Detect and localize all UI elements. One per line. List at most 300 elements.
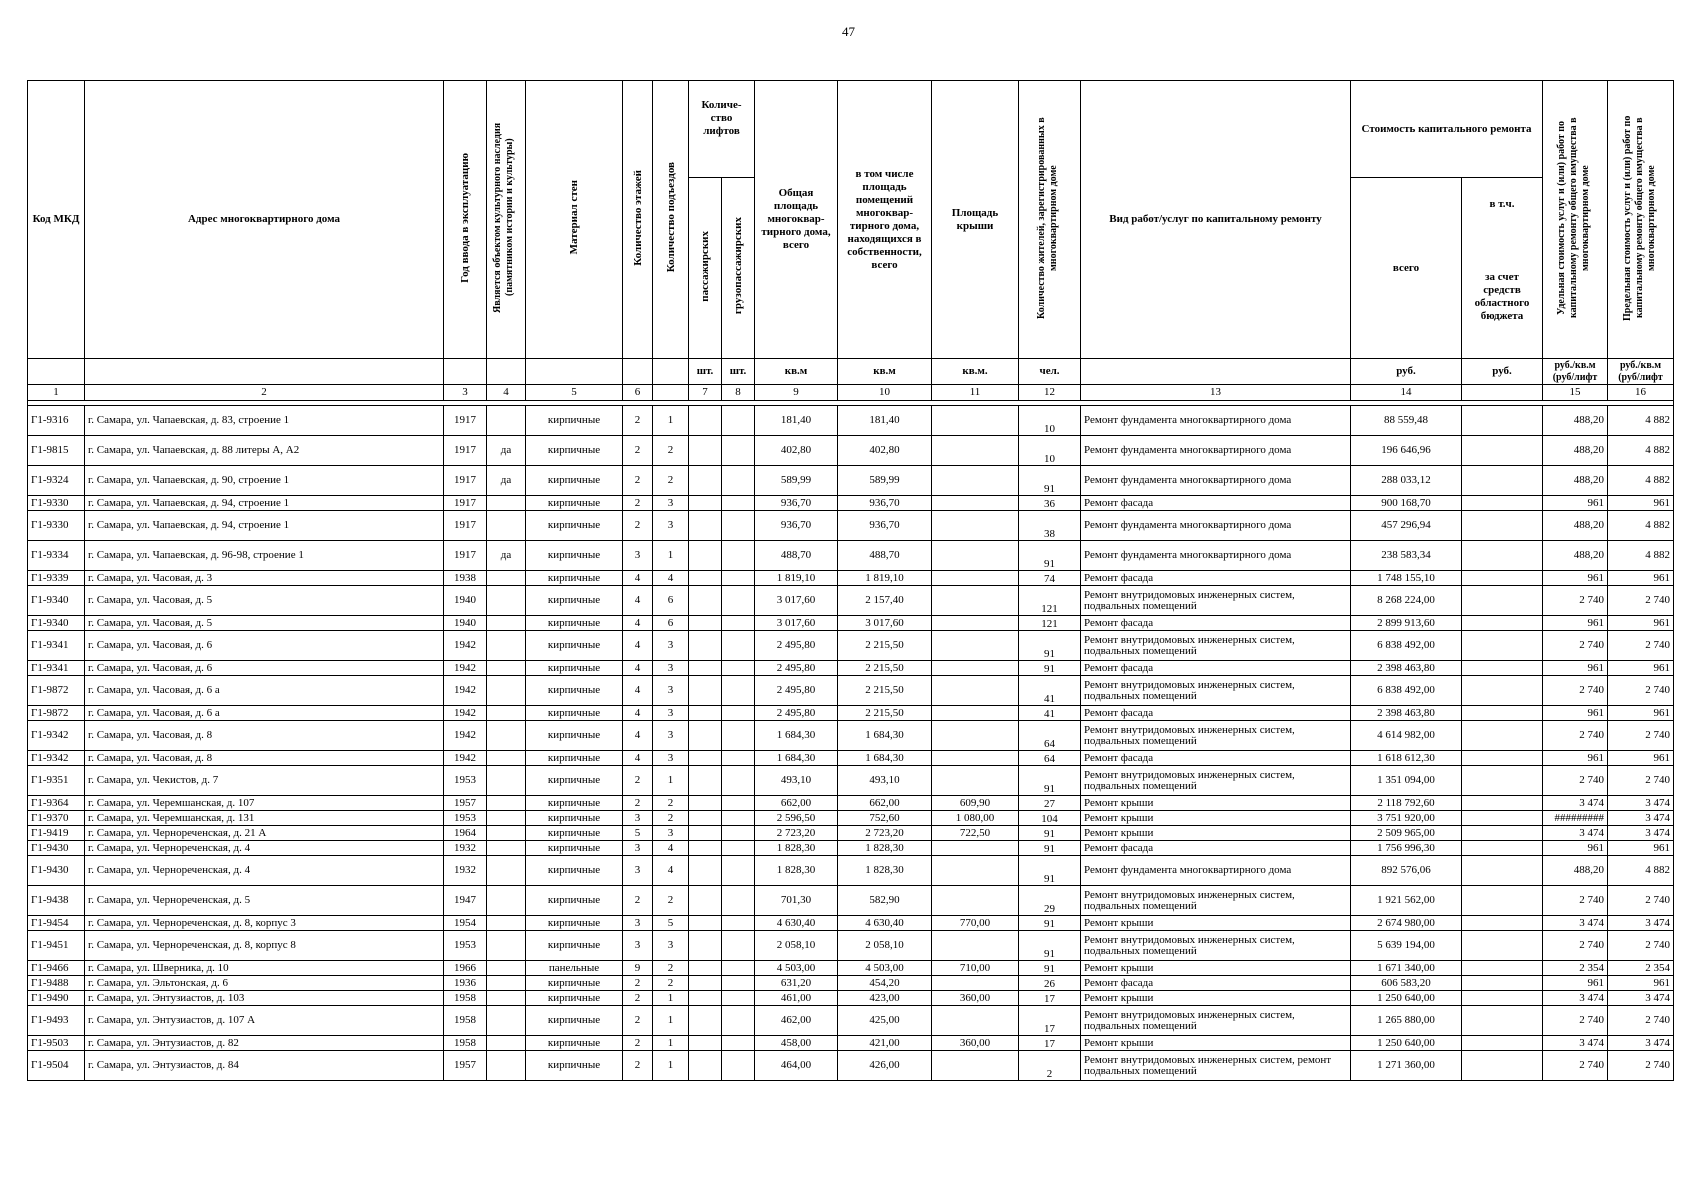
row-cost-total: 5 639 194,00: [1351, 931, 1462, 961]
row-owned-area: 2 215,50: [838, 706, 932, 721]
row-cost-regional: [1462, 826, 1543, 841]
column-number: [1462, 385, 1543, 401]
row-roof-area: [932, 661, 1019, 676]
row-year: 1917: [444, 406, 487, 436]
row-year: 1942: [444, 706, 487, 721]
col-header-max-cost: Предельная стоимость услуг и (или) работ по капитальному ремонту общего имущества в многоквартирном доме: [1621, 114, 1657, 321]
row-cost-regional: [1462, 721, 1543, 751]
row-cost-total: 2 118 792,60: [1351, 796, 1462, 811]
row-total-area: 2 058,10: [755, 931, 838, 961]
row-floors: 2: [623, 796, 653, 811]
row-heritage: [487, 571, 526, 586]
row-code: Г1-9330: [28, 511, 85, 541]
row-material: кирпичные: [526, 766, 623, 796]
row-heritage: [487, 811, 526, 826]
table-row: [28, 916, 1674, 931]
row-max-cost: 2 740: [1608, 931, 1674, 961]
row-year: 1917: [444, 496, 487, 511]
col-header-entrances: Количество подъездов: [664, 162, 677, 273]
col-header-roof-area: Площадь крыши: [932, 81, 1019, 359]
row-address: г. Самара, ул. Чапаевская, д. 96-98, строение 1: [85, 541, 444, 571]
row-owned-area: 2 157,40: [838, 586, 932, 616]
col-header-lifts-pass: пассажирских: [699, 230, 711, 302]
row-year: 1940: [444, 616, 487, 631]
row-address: г. Самара, ул. Чернореченская, д. 21 А: [85, 826, 444, 841]
row-unit-cost: 2 740: [1543, 1006, 1608, 1036]
row-lifts-cargo: [722, 811, 755, 826]
row-year: 1938: [444, 571, 487, 586]
row-max-cost: 2 354: [1608, 961, 1674, 976]
row-total-area: 458,00: [755, 1036, 838, 1051]
col-header-owned-area: в том числе площадь помещений многоквар-тирного дома, находящихся в собственности, всего: [838, 81, 932, 359]
row-unit-cost: 2 740: [1543, 586, 1608, 616]
row-cost-total: 288 033,12: [1351, 466, 1462, 496]
row-material: кирпичные: [526, 1051, 623, 1081]
row-entrances: 2: [653, 811, 689, 826]
row-lifts-pass: [689, 826, 722, 841]
column-number: 14: [1351, 385, 1462, 401]
row-code: Г1-9490: [28, 991, 85, 1006]
row-floors: 2: [623, 1006, 653, 1036]
row-heritage: [487, 511, 526, 541]
row-year: 1953: [444, 811, 487, 826]
row-heritage: [487, 676, 526, 706]
row-code: Г1-9815: [28, 436, 85, 466]
row-cost-regional: [1462, 511, 1543, 541]
row-work-type: Ремонт фундамента многоквартирного дома: [1081, 511, 1351, 541]
unit-max-cost: руб./кв.м (руб/лифт: [1608, 359, 1674, 385]
row-max-cost: 3 474: [1608, 916, 1674, 931]
row-residents: 2: [1019, 1051, 1081, 1081]
col-header-unit-cost: Удельная стоимость услуг и (или) работ по капитальному ремонту общего имущества в многоквартирном доме: [1556, 117, 1592, 318]
row-roof-area: [932, 886, 1019, 916]
row-entrances: 2: [653, 436, 689, 466]
row-total-area: 589,99: [755, 466, 838, 496]
row-lifts-pass: [689, 586, 722, 616]
row-max-cost: 3 474: [1608, 991, 1674, 1006]
row-work-type: Ремонт внутридомовых инженерных систем, ремонт подвальных помещений: [1081, 1051, 1351, 1081]
row-code: Г1-9504: [28, 1051, 85, 1081]
row-roof-area: [932, 676, 1019, 706]
row-cost-total: 1 250 640,00: [1351, 991, 1462, 1006]
row-lifts-pass: [689, 721, 722, 751]
column-number: 2: [85, 385, 444, 401]
column-number: 5: [526, 385, 623, 401]
row-year: 1957: [444, 1051, 487, 1081]
row-floors: 2: [623, 496, 653, 511]
row-total-area: 493,10: [755, 766, 838, 796]
row-owned-area: 3 017,60: [838, 616, 932, 631]
row-cost-regional: [1462, 841, 1543, 856]
row-year: 1947: [444, 886, 487, 916]
unit-rub-1: руб.: [1351, 359, 1462, 385]
row-cost-regional: [1462, 496, 1543, 511]
row-residents: 91: [1019, 541, 1081, 571]
column-numbers-row: [28, 385, 1674, 401]
row-work-type: Ремонт внутридомовых инженерных систем, подвальных помещений: [1081, 631, 1351, 661]
row-owned-area: 402,80: [838, 436, 932, 466]
row-work-type: Ремонт фундамента многоквартирного дома: [1081, 541, 1351, 571]
row-residents: 36: [1019, 496, 1081, 511]
row-material: кирпичные: [526, 886, 623, 916]
row-unit-cost: 488,20: [1543, 541, 1608, 571]
row-owned-area: 1 684,30: [838, 721, 932, 751]
row-floors: 3: [623, 811, 653, 826]
row-heritage: [487, 1036, 526, 1051]
row-heritage: [487, 976, 526, 991]
row-material: кирпичные: [526, 931, 623, 961]
row-entrances: 1: [653, 1051, 689, 1081]
row-cost-total: 2 899 913,60: [1351, 616, 1462, 631]
row-residents: 91: [1019, 661, 1081, 676]
row-residents: 91: [1019, 856, 1081, 886]
row-cost-regional: [1462, 661, 1543, 676]
row-roof-area: [932, 541, 1019, 571]
row-unit-cost: 961: [1543, 751, 1608, 766]
row-lifts-cargo: [722, 1036, 755, 1051]
column-number: 7: [689, 385, 722, 401]
row-total-area: 662,00: [755, 796, 838, 811]
row-cost-total: 457 296,94: [1351, 511, 1462, 541]
row-cost-total: 1 351 094,00: [1351, 766, 1462, 796]
col-header-code: Код МКД: [28, 81, 85, 359]
row-entrances: 4: [653, 571, 689, 586]
row-max-cost: 961: [1608, 661, 1674, 676]
col-header-cost-incl: в т.ч.: [1489, 198, 1515, 210]
row-code: Г1-9351: [28, 766, 85, 796]
row-lifts-cargo: [722, 466, 755, 496]
table-row: [28, 886, 1674, 916]
row-entrances: 2: [653, 796, 689, 811]
row-year: 1917: [444, 511, 487, 541]
row-code: Г1-9493: [28, 1006, 85, 1036]
row-cost-total: 238 583,34: [1351, 541, 1462, 571]
row-code: Г1-9340: [28, 586, 85, 616]
row-residents: 27: [1019, 796, 1081, 811]
row-cost-total: 606 583,20: [1351, 976, 1462, 991]
row-code: Г1-9342: [28, 751, 85, 766]
capital-repair-table: [27, 80, 1674, 1081]
row-heritage: да: [487, 466, 526, 496]
row-roof-area: [932, 586, 1019, 616]
row-total-area: 402,80: [755, 436, 838, 466]
row-entrances: 1: [653, 766, 689, 796]
row-cost-total: 1 618 612,30: [1351, 751, 1462, 766]
col-header-material: Материал стен: [568, 180, 580, 255]
row-work-type: Ремонт крыши: [1081, 916, 1351, 931]
row-owned-area: 589,99: [838, 466, 932, 496]
row-cost-total: 1 271 360,00: [1351, 1051, 1462, 1081]
row-floors: 4: [623, 571, 653, 586]
col-header-year: Год ввода в эксплуатацию: [459, 152, 471, 283]
row-owned-area: 662,00: [838, 796, 932, 811]
row-total-area: 3 017,60: [755, 616, 838, 631]
row-floors: 4: [623, 586, 653, 616]
row-work-type: Ремонт внутридомовых инженерных систем, подвальных помещений: [1081, 1006, 1351, 1036]
row-lifts-cargo: [722, 511, 755, 541]
table-row: [28, 661, 1674, 676]
row-work-type: Ремонт крыши: [1081, 991, 1351, 1006]
row-roof-area: [932, 496, 1019, 511]
row-cost-total: 88 559,48: [1351, 406, 1462, 436]
unit-sht-2: шт.: [722, 359, 755, 385]
row-roof-area: [932, 466, 1019, 496]
row-cost-regional: [1462, 706, 1543, 721]
table-row: [28, 811, 1674, 826]
row-address: г. Самара, ул. Часовая, д. 5: [85, 586, 444, 616]
row-heritage: [487, 826, 526, 841]
row-total-area: 2 596,50: [755, 811, 838, 826]
row-work-type: Ремонт крыши: [1081, 811, 1351, 826]
row-code: Г1-9438: [28, 886, 85, 916]
row-floors: 2: [623, 1036, 653, 1051]
row-year: 1942: [444, 676, 487, 706]
row-lifts-pass: [689, 931, 722, 961]
row-total-area: 2 495,80: [755, 706, 838, 721]
row-cost-regional: [1462, 886, 1543, 916]
row-address: г. Самара, ул. Энтузиастов, д. 82: [85, 1036, 444, 1051]
row-unit-cost: 488,20: [1543, 466, 1608, 496]
row-unit-cost: 3 474: [1543, 991, 1608, 1006]
row-year: 1958: [444, 1036, 487, 1051]
row-total-area: 462,00: [755, 1006, 838, 1036]
row-entrances: 1: [653, 1006, 689, 1036]
row-unit-cost: 3 474: [1543, 826, 1608, 841]
row-address: г. Самара, ул. Часовая, д. 6 а: [85, 706, 444, 721]
row-roof-area: 722,50: [932, 826, 1019, 841]
row-address: г. Самара, ул. Часовая, д. 8: [85, 751, 444, 766]
row-lifts-pass: [689, 961, 722, 976]
row-owned-area: 488,70: [838, 541, 932, 571]
row-cost-regional: [1462, 616, 1543, 631]
row-max-cost: 961: [1608, 841, 1674, 856]
table-row: [28, 1036, 1674, 1051]
row-material: кирпичные: [526, 706, 623, 721]
row-lifts-pass: [689, 1051, 722, 1081]
row-heritage: [487, 856, 526, 886]
row-cost-total: 2 674 980,00: [1351, 916, 1462, 931]
row-cost-regional: [1462, 676, 1543, 706]
row-cost-total: 900 168,70: [1351, 496, 1462, 511]
row-residents: 91: [1019, 841, 1081, 856]
row-year: 1964: [444, 826, 487, 841]
row-residents: 91: [1019, 961, 1081, 976]
row-entrances: 2: [653, 466, 689, 496]
column-number: 8: [722, 385, 755, 401]
row-max-cost: 961: [1608, 706, 1674, 721]
row-roof-area: 360,00: [932, 991, 1019, 1006]
unit-unit-cost: руб./кв.м (руб/лифт: [1543, 359, 1608, 385]
row-floors: 4: [623, 616, 653, 631]
row-roof-area: [932, 1006, 1019, 1036]
row-cost-total: 8 268 224,00: [1351, 586, 1462, 616]
table-row: [28, 586, 1674, 616]
row-lifts-pass: [689, 886, 722, 916]
table-row: [28, 976, 1674, 991]
row-work-type: Ремонт внутридомовых инженерных систем, подвальных помещений: [1081, 676, 1351, 706]
row-material: кирпичные: [526, 676, 623, 706]
row-work-type: Ремонт фасада: [1081, 661, 1351, 676]
row-lifts-cargo: [722, 676, 755, 706]
row-unit-cost: 488,20: [1543, 511, 1608, 541]
row-lifts-pass: [689, 811, 722, 826]
row-material: кирпичные: [526, 721, 623, 751]
row-cost-total: 1 756 996,30: [1351, 841, 1462, 856]
row-max-cost: 961: [1608, 751, 1674, 766]
row-address: г. Самара, ул. Эльтонская, д. 6: [85, 976, 444, 991]
row-entrances: 3: [653, 826, 689, 841]
row-cost-regional: [1462, 1036, 1543, 1051]
row-max-cost: 4 882: [1608, 406, 1674, 436]
row-code: Г1-9872: [28, 706, 85, 721]
row-lifts-cargo: [722, 721, 755, 751]
row-address: г. Самара, ул. Чекистов, д. 7: [85, 766, 444, 796]
row-lifts-pass: [689, 991, 722, 1006]
row-lifts-pass: [689, 496, 722, 511]
row-work-type: Ремонт фундамента многоквартирного дома: [1081, 466, 1351, 496]
row-max-cost: 4 882: [1608, 511, 1674, 541]
row-floors: 5: [623, 826, 653, 841]
row-cost-regional: [1462, 856, 1543, 886]
table-row: [28, 856, 1674, 886]
unit-chel: чел.: [1019, 359, 1081, 385]
row-owned-area: 1 828,30: [838, 841, 932, 856]
row-entrances: 3: [653, 706, 689, 721]
row-owned-area: 752,60: [838, 811, 932, 826]
row-owned-area: 4 503,00: [838, 961, 932, 976]
row-cost-regional: [1462, 586, 1543, 616]
row-heritage: [487, 1051, 526, 1081]
row-floors: 2: [623, 886, 653, 916]
table-row: [28, 931, 1674, 961]
row-work-type: Ремонт фасада: [1081, 751, 1351, 766]
row-code: Г1-9364: [28, 796, 85, 811]
row-residents: 91: [1019, 916, 1081, 931]
row-unit-cost: 2 740: [1543, 676, 1608, 706]
row-lifts-pass: [689, 406, 722, 436]
row-residents: 121: [1019, 586, 1081, 616]
row-residents: 26: [1019, 976, 1081, 991]
row-material: кирпичные: [526, 496, 623, 511]
row-roof-area: [932, 406, 1019, 436]
row-floors: 4: [623, 706, 653, 721]
row-floors: 3: [623, 931, 653, 961]
row-material: кирпичные: [526, 811, 623, 826]
row-max-cost: 2 740: [1608, 766, 1674, 796]
row-cost-total: 2 398 463,80: [1351, 661, 1462, 676]
row-roof-area: [932, 721, 1019, 751]
row-lifts-cargo: [722, 841, 755, 856]
row-address: г. Самара, ул. Энтузиастов, д. 107 А: [85, 1006, 444, 1036]
row-heritage: [487, 616, 526, 631]
row-address: г. Самара, ул. Чапаевская, д. 94, строение 1: [85, 511, 444, 541]
row-owned-area: 1 684,30: [838, 751, 932, 766]
row-code: Г1-9454: [28, 916, 85, 931]
row-unit-cost: 2 740: [1543, 1051, 1608, 1081]
row-cost-total: 4 614 982,00: [1351, 721, 1462, 751]
row-lifts-cargo: [722, 616, 755, 631]
column-number: [653, 385, 689, 401]
row-lifts-cargo: [722, 571, 755, 586]
row-cost-total: 892 576,06: [1351, 856, 1462, 886]
row-heritage: [487, 886, 526, 916]
row-material: кирпичные: [526, 631, 623, 661]
row-owned-area: 4 630,40: [838, 916, 932, 931]
row-year: 1942: [444, 721, 487, 751]
unit-kvm-3: кв.м.: [932, 359, 1019, 385]
row-cost-total: 2 398 463,80: [1351, 706, 1462, 721]
row-floors: 2: [623, 766, 653, 796]
row-floors: 4: [623, 751, 653, 766]
row-cost-total: 6 838 492,00: [1351, 676, 1462, 706]
row-material: кирпичные: [526, 466, 623, 496]
row-owned-area: 2 215,50: [838, 676, 932, 706]
row-floors: 2: [623, 466, 653, 496]
row-code: Г1-9340: [28, 616, 85, 631]
row-lifts-cargo: [722, 1006, 755, 1036]
row-residents: 91: [1019, 631, 1081, 661]
row-total-area: 1 828,30: [755, 841, 838, 856]
unit-sht-1: шт.: [689, 359, 722, 385]
row-owned-area: 2 723,20: [838, 826, 932, 841]
row-material: кирпичные: [526, 826, 623, 841]
row-unit-cost: 488,20: [1543, 856, 1608, 886]
row-material: кирпичные: [526, 856, 623, 886]
row-owned-area: 2 215,50: [838, 631, 932, 661]
row-total-area: 2 495,80: [755, 676, 838, 706]
row-heritage: [487, 961, 526, 976]
row-year: 1917: [444, 541, 487, 571]
row-total-area: 464,00: [755, 1051, 838, 1081]
row-unit-cost: 2 740: [1543, 886, 1608, 916]
row-max-cost: 4 882: [1608, 436, 1674, 466]
row-cost-regional: [1462, 796, 1543, 811]
row-roof-area: 1 080,00: [932, 811, 1019, 826]
row-material: панельные: [526, 961, 623, 976]
row-lifts-cargo: [722, 586, 755, 616]
row-unit-cost: 961: [1543, 496, 1608, 511]
row-address: г. Самара, ул. Чернореченская, д. 4: [85, 856, 444, 886]
row-lifts-cargo: [722, 766, 755, 796]
row-lifts-pass: [689, 796, 722, 811]
row-code: Г1-9339: [28, 571, 85, 586]
row-residents: 74: [1019, 571, 1081, 586]
row-code: Г1-9451: [28, 931, 85, 961]
row-heritage: [487, 916, 526, 931]
row-entrances: 3: [653, 511, 689, 541]
row-residents: 10: [1019, 436, 1081, 466]
row-work-type: Ремонт внутридомовых инженерных систем, подвальных помещений: [1081, 931, 1351, 961]
row-max-cost: 2 740: [1608, 721, 1674, 751]
row-residents: 91: [1019, 466, 1081, 496]
row-material: кирпичные: [526, 1036, 623, 1051]
row-lifts-cargo: [722, 661, 755, 676]
row-cost-total: 2 509 965,00: [1351, 826, 1462, 841]
row-max-cost: 2 740: [1608, 1051, 1674, 1081]
row-cost-total: 1 921 562,00: [1351, 886, 1462, 916]
row-owned-area: 421,00: [838, 1036, 932, 1051]
row-heritage: [487, 496, 526, 511]
row-code: Г1-9430: [28, 841, 85, 856]
row-heritage: да: [487, 436, 526, 466]
row-total-area: 4 630,40: [755, 916, 838, 931]
row-lifts-cargo: [722, 406, 755, 436]
row-floors: 3: [623, 856, 653, 886]
table-row: [28, 751, 1674, 766]
row-owned-area: 2 215,50: [838, 661, 932, 676]
row-floors: 4: [623, 631, 653, 661]
row-material: кирпичные: [526, 841, 623, 856]
